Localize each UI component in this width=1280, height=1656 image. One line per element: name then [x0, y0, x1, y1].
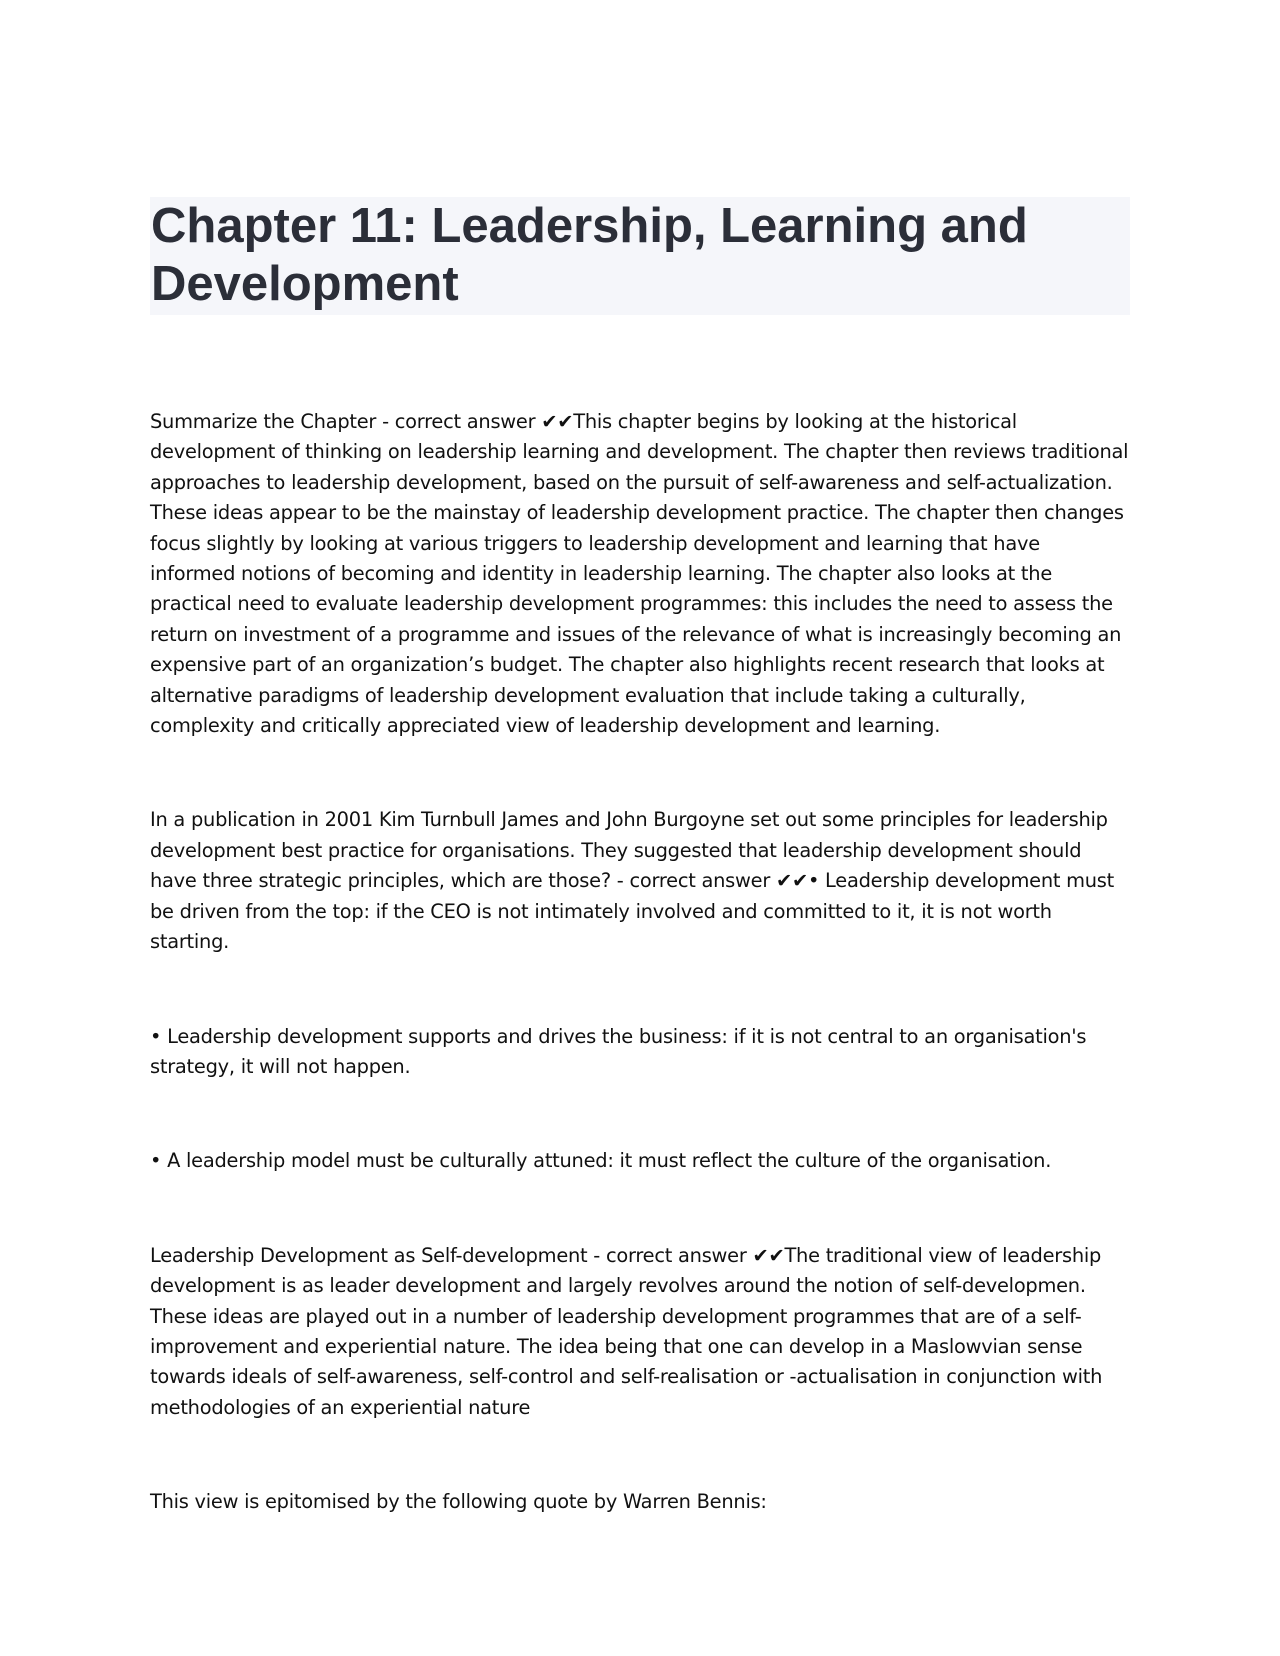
page-title: Chapter 11: Leadership, Learning and Development	[151, 199, 1028, 311]
document-body	[150, 407, 1130, 1518]
document-page	[150, 197, 1130, 1582]
paragraph-bennis-quote-intro: This view is epitomised by the following quote by Warren Bennis:	[150, 1490, 767, 1514]
paragraph-chapter-summary: Summarize the Chapter - correct answer ✔✔This chapter begins by looking at the historical development of thinking on leadership learning and development. The chapter then reviews traditional approaches to leadership development, based on the pursuit of self-awareness and self-actualization. These ideas appear to be the mainstay of leadership development practice. The chapter then changes focus slightly by looking at various triggers to leadership development and learning that have informed notions of becoming and identity in leadership learning. The chapter also looks at the practical need to evaluate leadership development programmes: this includes the need to assess the return on investment of a programme and issues of the relevance of what is increasingly becoming an expensive part of an organization’s budget. The chapter also highlights recent research that looks at alternative paradigms of leadership development evaluation that include taking a culturally, complexity and critically appreciated view of leadership development and learning.	[150, 410, 1129, 738]
paragraph-strategic-principles: In a publication in 2001 Kim Turnbull James and John Burgoyne set out some principles for leadership development best practice for organisations. They suggested that leadership development should have three strategic principles, which are those? - correct answer ✔✔• Leadership development must be driven from the top: if the CEO is not intimately involved and committed to it, it is not worth starting.	[150, 808, 1115, 954]
paragraph-bullet-culture: • A leadership model must be culturally attuned: it must reflect the culture of the organisation.	[150, 1149, 1052, 1173]
paragraph-bullet-business: • Leadership development supports and drives the business: if it is not central to an organisation's strategy, it will not happen.	[150, 1024, 1087, 1078]
title-block	[150, 197, 1130, 315]
paragraph-self-development: Leadership Development as Self-development - correct answer ✔✔The traditional view of leadership development is as leader development and largely revolves around the notion of self-developmen. These ideas are played out in a number of leadership development programmes that are of a self-improvement and experiential nature. The idea being that one can develop in a Maslowvian sense towards ideals of self-awareness, self-control and self-realisation or -actualisation in conjunction with methodologies of an experiential nature	[150, 1243, 1103, 1419]
